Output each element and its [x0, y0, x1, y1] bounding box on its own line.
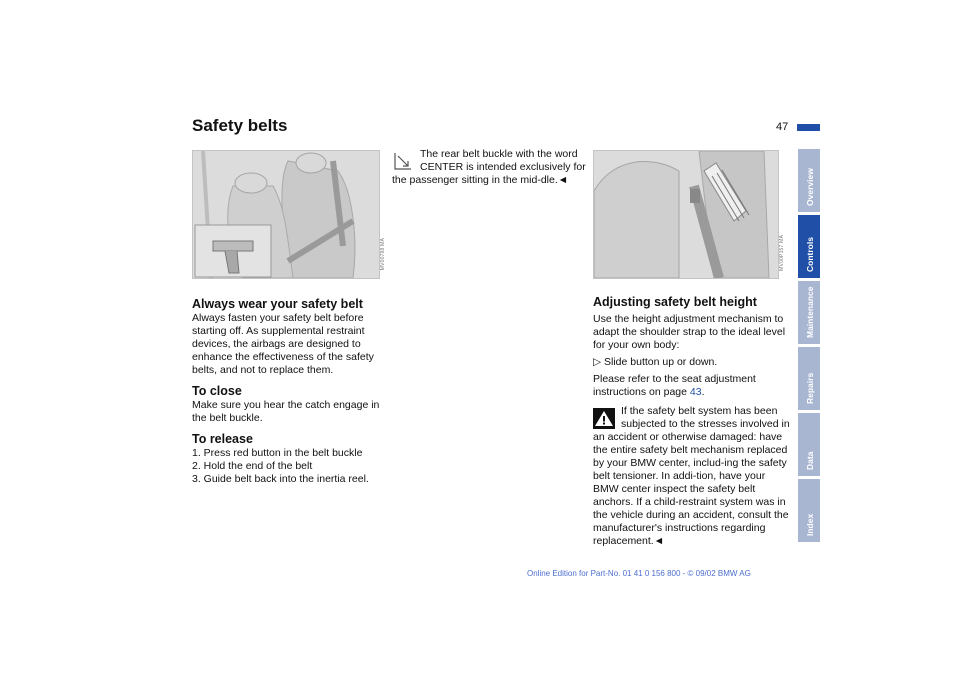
tab-index[interactable] [798, 479, 820, 542]
warning-icon [593, 408, 615, 429]
bullet-item [593, 356, 793, 369]
section-tabs [798, 149, 820, 545]
release-step: 3. Guide belt back into the inertia reel. [192, 473, 369, 485]
release-step: 2. Hold the end of the belt [192, 460, 313, 472]
tab-label: Data [805, 451, 815, 470]
tab-label: Controls [805, 237, 815, 272]
heading-to-close: To close [192, 384, 242, 398]
center-buckle-note: The rear belt buckle with the word CENTER is intended exclusively for the passenger sitting in the mid-dle.◄ [392, 148, 586, 186]
warning-text: If the safety belt system has been subjected to the stresses involved in an accident or otherwise damaged: have the entire safety belt mechanism replaced by your BMW center, includ-ing the safety belt tensioner. In addi-tion, have your BMW center inspect the safety belt anchors. If a child-restraint system was in the vehicle during an accident, consult the manufacturer's instructions regarding replacement.◄ [593, 405, 790, 547]
column-3 [593, 295, 793, 548]
belt-height-photo [593, 150, 779, 279]
heading-adjust-height: Adjusting safety belt height [593, 295, 757, 309]
image-code: MV00798 MA [380, 238, 386, 271]
image-code: MV00P157 MA [779, 235, 785, 271]
column-2 [392, 148, 588, 187]
page-number-bar [797, 124, 820, 131]
paragraph-adjust: Use the height adjustment mechanism to adapt the shoulder strap to the ideal level for your own body: [593, 313, 786, 351]
page-43-link[interactable]: 43 [689, 386, 702, 398]
page-number: 47 [776, 121, 789, 133]
page-title: Safety belts [192, 116, 288, 135]
footer-edition: Online Edition for Part-No. 01 41 0 156 800 - © 09/02 BMW AG [527, 569, 751, 578]
seat-ref-text: Please refer to the seat adjustment instructions on page [593, 373, 756, 398]
release-step: 1. Press red button in the belt buckle [192, 447, 363, 459]
tab-label: Overview [805, 168, 815, 206]
tab-data[interactable] [798, 413, 820, 476]
warning-block [593, 405, 793, 548]
seat-ref-end: . [701, 386, 705, 398]
tab-label: Index [805, 513, 815, 536]
tab-controls[interactable] [798, 215, 820, 278]
paragraph-seat-ref [593, 373, 793, 399]
bullet-text: Slide button up or down. [604, 356, 718, 368]
tab-repairs[interactable] [798, 347, 820, 410]
heading-always-wear: Always wear your safety belt [192, 297, 363, 311]
column-1 [192, 297, 392, 486]
paragraph-always-wear: Always fasten your safety belt before starting off. As supplemental restraint devices, the airbags are designed to enhance the effectiveness of the safety belts, and not to replace them. [192, 312, 374, 376]
tab-overview[interactable] [798, 149, 820, 212]
bullet-marker: ▷ [593, 356, 602, 368]
paragraph-to-close: Make sure you hear the catch engage in the belt buckle. [192, 399, 380, 424]
tab-maintenance[interactable] [798, 281, 820, 344]
tab-label: Maintenance [805, 286, 815, 338]
note-icon [392, 150, 414, 172]
tab-label: Repairs [805, 372, 815, 404]
heading-to-release: To release [192, 432, 253, 446]
seat-belt-photo [192, 150, 380, 279]
